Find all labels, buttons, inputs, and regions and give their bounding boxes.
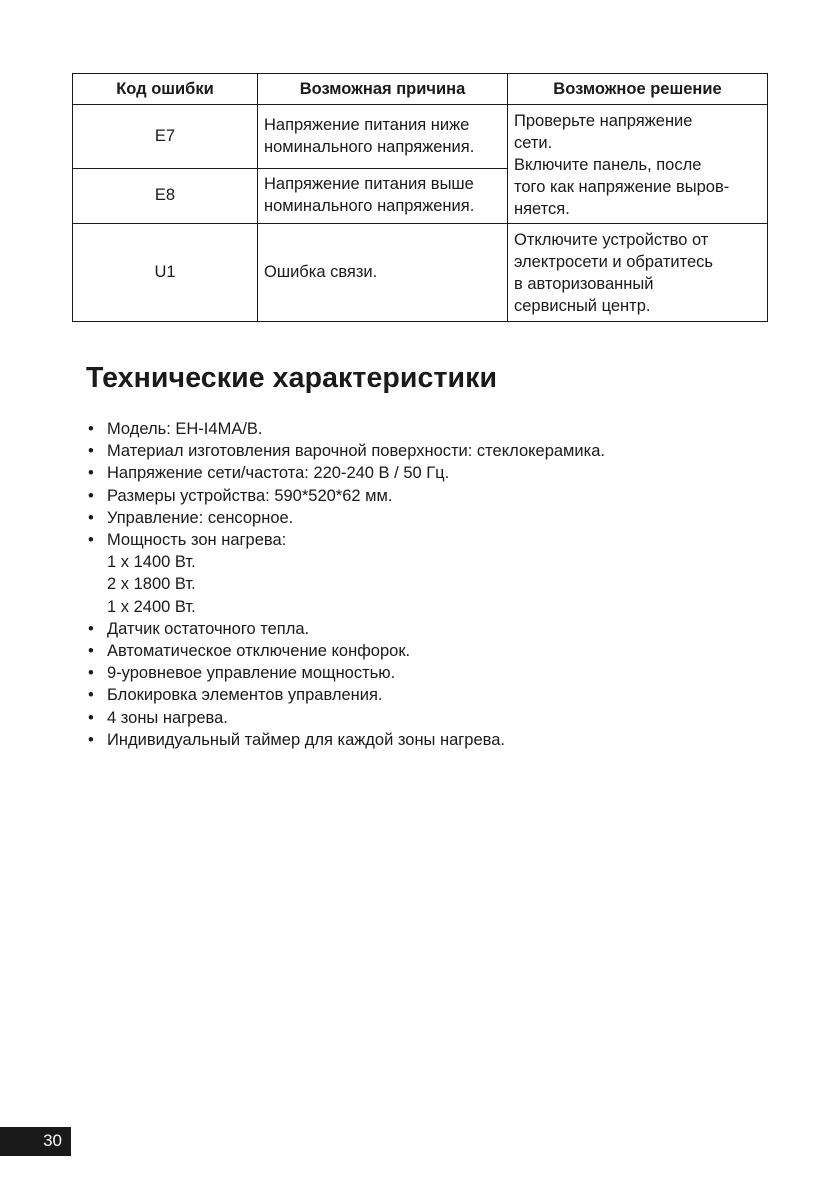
error-code-cell: U1: [73, 224, 258, 322]
table-row: [73, 224, 768, 322]
bullet-icon: •: [88, 619, 94, 638]
power-zone-item: [88, 573, 605, 595]
list-item: [88, 418, 605, 440]
header-possible-solution: Возможное решение: [508, 74, 768, 105]
bullet-icon: •: [88, 708, 94, 727]
solution-cell: [508, 224, 768, 322]
solution-line: в авторизованный: [514, 275, 654, 293]
cause-line: Ошибка связи.: [264, 263, 378, 281]
list-item: [88, 684, 605, 706]
power-zone-item: [88, 551, 605, 573]
power-zone-item: [88, 596, 605, 618]
list-item: [88, 507, 605, 529]
list-item: [88, 462, 605, 484]
bullet-icon: •: [88, 642, 94, 661]
error-code-cell: E8: [73, 168, 258, 223]
cause-line: Напряжение питания выше: [264, 175, 474, 194]
bullet-icon: •: [88, 420, 94, 438]
spec-text: 1 x 1400 Вт.: [107, 553, 196, 572]
solution-line: Включите панель, после: [514, 156, 702, 174]
list-item: [88, 485, 605, 507]
spec-text: 4 зоны нагрева.: [107, 708, 228, 727]
solution-line: няется.: [514, 200, 570, 218]
page-number: 30: [43, 1131, 62, 1150]
spec-text: Автоматическое отключение конфорок.: [107, 642, 411, 661]
list-item: [88, 618, 605, 640]
cause-cell: [258, 105, 508, 169]
table-row: [73, 105, 768, 169]
spec-text: Модель: EH-I4MA/B.: [107, 420, 263, 438]
error-code-cell: E7: [73, 105, 258, 169]
spec-text: Индивидуальный таймер для каждой зоны нагрева.: [107, 730, 505, 749]
bullet-icon: •: [88, 531, 94, 550]
solution-line: того как напряжение выров-: [514, 178, 730, 196]
table-header-row: [73, 74, 768, 105]
spec-list: [88, 418, 605, 751]
list-item: [88, 707, 605, 729]
bullet-icon: •: [88, 442, 94, 461]
spec-text: Материал изготовления варочной поверхности: стеклокерамика.: [107, 442, 605, 461]
list-item: [88, 662, 605, 684]
bullet-icon: •: [88, 464, 94, 483]
spec-text: Датчик остаточного тепла.: [107, 619, 310, 638]
header-error-code: Код ошибки: [73, 74, 258, 105]
cause-cell: [258, 224, 508, 322]
spec-text: Размеры устройства: 590*520*62 мм.: [107, 486, 393, 505]
cause-line: Напряжение питания ниже: [264, 115, 470, 134]
spec-text: 2 x 1800 Вт.: [107, 575, 196, 594]
solution-line: электросети и обратитесь: [514, 253, 713, 271]
solution-line: Отключите устройство от: [514, 231, 709, 249]
header-possible-cause: Возможная причина: [258, 74, 508, 105]
solution-line: Проверьте напряжение: [514, 112, 693, 130]
bullet-icon: •: [88, 486, 94, 505]
solution-line: сети.: [514, 134, 553, 152]
bullet-icon: •: [88, 664, 94, 683]
bullet-icon: •: [88, 686, 94, 705]
spec-text: 9-уровневое управление мощностью.: [107, 664, 396, 683]
spec-text: Блокировка элементов управления.: [107, 686, 383, 705]
spec-text: Управление: сенсорное.: [107, 508, 294, 527]
solution-cell: [508, 105, 768, 224]
bullet-icon: •: [88, 730, 94, 749]
spec-text: Мощность зон нагрева:: [107, 531, 287, 550]
cause-line: номинального напряжения.: [264, 137, 475, 156]
page-number-badge: [0, 1127, 71, 1156]
section-title: Технические характеристики: [86, 362, 498, 394]
list-item: [88, 440, 605, 462]
cause-cell: [258, 168, 508, 223]
bullet-icon: •: [88, 508, 94, 527]
list-item: [88, 729, 605, 751]
list-item: [88, 640, 605, 662]
spec-text: Напряжение сети/частота: 220-240 В / 50 Гц.: [107, 464, 450, 483]
error-codes-table: [72, 73, 768, 322]
list-item: [88, 529, 605, 551]
solution-line: сервисный центр.: [514, 297, 651, 315]
spec-text: 1 x 2400 Вт.: [107, 597, 196, 616]
cause-line: номинального напряжения.: [264, 197, 475, 216]
